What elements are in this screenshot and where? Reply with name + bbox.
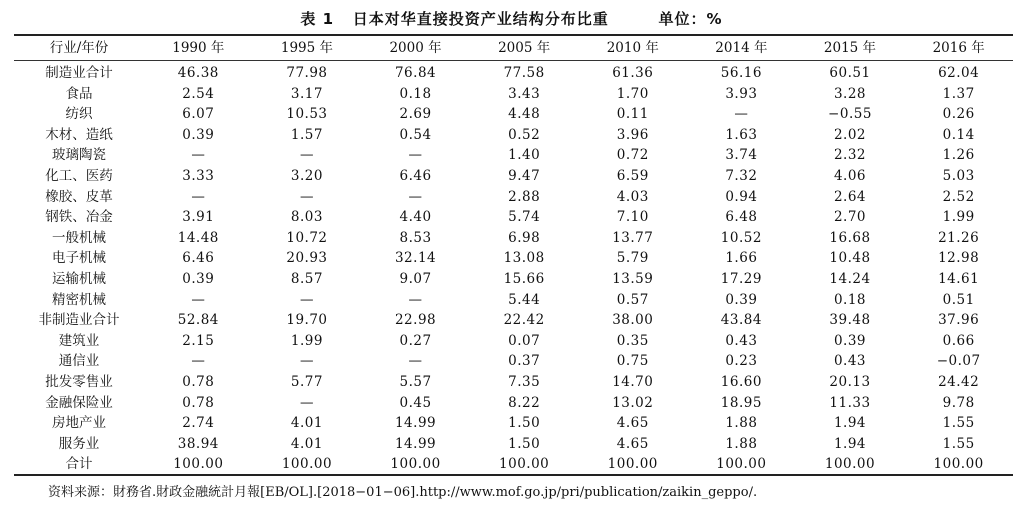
table-cell: 21.26	[938, 229, 980, 246]
table-cell: 0.23	[725, 353, 758, 370]
table-cell: 1.37	[942, 85, 975, 102]
table-cell: 13.08	[503, 250, 545, 267]
table-row	[14, 351, 1013, 372]
table-cell: 8.22	[508, 394, 541, 411]
table-cell: 100.00	[390, 456, 441, 473]
table-cell: 1.94	[833, 415, 867, 432]
table-cell: 14.70	[612, 373, 654, 390]
table-cell: 0.94	[725, 188, 758, 205]
table-cell: 14.99	[394, 415, 437, 432]
table-cell: 12.98	[938, 250, 980, 267]
table-cell: 6.59	[616, 167, 649, 184]
table-cell: 0.57	[616, 291, 649, 308]
table-cell: 22.98	[394, 312, 437, 329]
table-cell: 5.57	[399, 373, 432, 390]
source-note: 资料来源：財務省.財政金融統計月報[EB/OL].[2018−01−06].http://www.mof.go.jp/pri/publication/zaikin_geppo/.	[48, 485, 758, 500]
table-cell: 5.03	[942, 167, 975, 184]
table-row	[14, 269, 1013, 290]
table-cell: —	[408, 147, 423, 164]
table-row	[14, 61, 1013, 84]
table-cell: 0.39	[725, 291, 758, 308]
table-cell: —	[299, 394, 314, 411]
table-cell: —	[191, 147, 206, 164]
table-cell: 7.32	[725, 167, 758, 184]
table-cell: 4.03	[616, 188, 649, 205]
table-cell: 4.01	[290, 415, 323, 432]
table-cell: 5.79	[616, 250, 649, 267]
table-cell: 52.84	[177, 312, 219, 329]
table-cell: 0.75	[616, 353, 649, 370]
table-cell: 43.84	[720, 312, 762, 329]
column-header: 2000 年	[389, 40, 442, 56]
table-cell: 1.55	[942, 435, 975, 452]
table-title: 表 1 日本对华直接投资产业结构分布比重 单位：%	[300, 10, 723, 28]
row-label: 制造业合计	[45, 65, 113, 81]
table-cell: 2.88	[508, 188, 541, 205]
table-cell: 3.28	[833, 85, 867, 102]
table-cell: 1.40	[508, 147, 541, 164]
table-cell: 10.48	[829, 250, 871, 267]
table-cell: 8.53	[399, 229, 432, 246]
table-cell: 38.94	[177, 435, 219, 452]
table-cell: 13.77	[612, 229, 654, 246]
row-label: 纺织	[65, 106, 93, 123]
table-cell: 4.01	[290, 435, 323, 452]
table-cell: 2.32	[833, 147, 867, 164]
table-cell: —	[408, 188, 423, 205]
table-cell: 3.43	[508, 85, 541, 102]
table-cell: 0.39	[182, 126, 215, 143]
table-row	[14, 290, 1013, 311]
table-row	[14, 310, 1013, 331]
row-label: 钢铁、冶金	[45, 209, 113, 226]
table-cell: 56.16	[720, 65, 762, 81]
table-cell: 60.51	[829, 65, 871, 81]
table-cell: 24.42	[938, 373, 980, 390]
table-cell: 100.00	[933, 456, 984, 473]
table-cell: 13.02	[612, 394, 654, 411]
table-cell: 3.96	[616, 126, 649, 143]
table-cell: 9.47	[508, 167, 541, 184]
table-cell: 16.60	[720, 373, 762, 390]
table-cell: 1.70	[616, 85, 649, 102]
table-cell: 19.70	[286, 312, 328, 329]
table-cell: 1.55	[942, 415, 975, 432]
table-cell: —	[408, 291, 423, 308]
table-cell: 22.42	[503, 312, 545, 329]
table-cell: 0.78	[182, 373, 215, 390]
table-cell: 14.48	[177, 229, 219, 246]
table-cell: 0.35	[616, 332, 649, 349]
table-cell: 32.14	[394, 250, 437, 267]
table-row	[14, 434, 1013, 455]
table-cell: 38.00	[612, 312, 654, 329]
table-cell: 2.54	[182, 85, 215, 102]
table-cell: 1.63	[725, 126, 758, 143]
table-cell: 18.95	[720, 394, 762, 411]
table-cell: —	[191, 291, 206, 308]
table-row	[14, 187, 1013, 208]
table-cell: 100.00	[499, 456, 550, 473]
row-label: 玻璃陶瓷	[52, 147, 107, 164]
table-cell: 13.59	[612, 270, 654, 287]
table-row	[14, 166, 1013, 187]
table-cell: 4.06	[833, 167, 867, 184]
table-cell: 2.52	[942, 188, 975, 205]
table-cell: 1.57	[290, 126, 323, 143]
table-cell: —	[299, 188, 314, 205]
column-header: 2010 年	[606, 40, 659, 56]
table-cell: 2.64	[833, 188, 867, 205]
table-cell: 2.74	[182, 415, 215, 432]
row-label: 橡胶、皮革	[45, 188, 113, 205]
table-cell: 10.72	[286, 229, 328, 246]
table-cell: 2.15	[182, 332, 215, 349]
table-cell: —	[299, 147, 314, 164]
row-label: 电子机械	[52, 250, 107, 267]
table-cell: 6.46	[182, 250, 215, 267]
table-cell: 14.24	[829, 270, 871, 287]
table-cell: 77.58	[503, 65, 545, 81]
row-label: 批发零售业	[45, 373, 113, 390]
column-header: 2015 年	[823, 40, 877, 56]
table-cell: 5.77	[290, 373, 323, 390]
table-cell: 4.48	[508, 106, 541, 123]
table-cell: 9.07	[399, 270, 432, 287]
table-row	[14, 454, 1013, 475]
table-cell: 100.00	[173, 456, 224, 473]
table-row	[14, 331, 1013, 352]
table-body	[14, 61, 1013, 475]
table-row	[14, 84, 1013, 105]
table-cell: 100.00	[824, 456, 876, 473]
table-cell: —	[408, 353, 423, 370]
table-cell: 15.66	[503, 270, 545, 287]
table-row	[14, 372, 1013, 393]
table-cell: —	[299, 291, 314, 308]
table-cell: 62.04	[938, 65, 980, 81]
table-cell: 0.52	[508, 126, 541, 143]
table-cell: 10.52	[720, 229, 762, 246]
table-cell: 0.45	[399, 394, 432, 411]
table-cell: 46.38	[177, 65, 219, 81]
table-cell: 0.51	[942, 291, 975, 308]
table-cell: 17.29	[720, 270, 762, 287]
table-row	[14, 393, 1013, 414]
row-label: 房地产业	[52, 415, 107, 432]
table-cell: 9.78	[942, 394, 975, 411]
header-row	[14, 38, 1013, 61]
row-label: 非制造业合计	[38, 312, 120, 329]
table-cell: 2.02	[833, 126, 867, 143]
table-cell: 3.33	[182, 167, 215, 184]
row-label: 建筑业	[58, 332, 100, 349]
table-cell: 1.66	[725, 250, 758, 267]
table-cell: 4.65	[616, 435, 649, 452]
table-cell: −0.07	[936, 353, 981, 370]
table-row	[14, 413, 1013, 434]
table-cell: 0.43	[833, 353, 867, 370]
table-cell: 4.40	[399, 209, 432, 226]
table-cell: 8.57	[290, 270, 323, 287]
table-cell: 5.74	[508, 209, 541, 226]
table-cell: —	[191, 353, 206, 370]
table-cell: 3.91	[182, 209, 215, 226]
table-cell: 4.65	[616, 415, 649, 432]
table-cell: 0.39	[833, 332, 867, 349]
table-cell: 20.13	[829, 373, 871, 390]
column-header: 2014 年	[715, 40, 768, 56]
table-cell: 37.96	[938, 312, 980, 329]
table-cell: 0.54	[399, 126, 432, 143]
table-cell: 14.99	[394, 435, 437, 452]
table-cell: 100.00	[281, 456, 333, 473]
table-cell: —	[299, 353, 314, 370]
table-cell: 100.00	[607, 456, 658, 473]
table-cell: 100.00	[716, 456, 767, 473]
table-cell: −0.55	[828, 106, 872, 123]
table-cell: 1.50	[508, 435, 541, 452]
table-cell: 0.18	[399, 85, 432, 102]
table-cell: 0.43	[725, 332, 758, 349]
table-cell: 1.88	[725, 435, 758, 452]
table-cell: 11.33	[829, 394, 871, 411]
table-cell: 16.68	[829, 229, 871, 246]
table-cell: 1.99	[290, 332, 323, 349]
table-cell: 39.48	[829, 312, 871, 329]
row-label: 运输机械	[52, 270, 107, 287]
table-cell: —	[734, 106, 749, 123]
table-cell: 1.26	[942, 147, 975, 164]
column-header: 2005 年	[498, 40, 551, 56]
data-table	[14, 38, 1013, 475]
table-cell: 61.36	[612, 65, 654, 81]
row-label: 一般机械	[52, 229, 107, 246]
table-cell: 5.44	[508, 291, 541, 308]
table-cell: 76.84	[394, 65, 437, 81]
column-header: 2016 年	[932, 40, 985, 56]
column-header: 行业/年份	[49, 40, 109, 56]
table-cell: 7.10	[616, 209, 649, 226]
table-cell: 3.17	[290, 85, 323, 102]
row-label: 金融保险业	[45, 394, 113, 411]
table-cell: 7.35	[508, 373, 541, 390]
row-label: 通信业	[58, 353, 100, 370]
column-header: 1990 年	[172, 40, 225, 56]
table-cell: 6.46	[399, 167, 432, 184]
table-row	[14, 125, 1013, 146]
row-label: 食品	[65, 85, 93, 102]
table-cell: 1.50	[508, 415, 541, 432]
table-row	[14, 145, 1013, 166]
top-rule	[14, 34, 1013, 36]
table-cell: 20.93	[286, 250, 328, 267]
table-cell: 2.70	[833, 209, 867, 226]
table-cell: 0.14	[942, 126, 975, 143]
table-cell: —	[191, 188, 206, 205]
table-cell: 0.66	[942, 332, 975, 349]
table-row	[14, 104, 1013, 125]
row-label: 化工、医药	[45, 167, 113, 184]
table-cell: 6.48	[725, 209, 758, 226]
table-cell: 0.27	[399, 332, 432, 349]
table-cell: 0.39	[182, 270, 215, 287]
table-cell: 6.07	[182, 106, 215, 123]
table-cell: 0.26	[942, 106, 975, 123]
table-cell: 2.69	[399, 106, 432, 123]
row-label: 服务业	[58, 435, 100, 452]
table-cell: 0.11	[616, 106, 649, 123]
column-header: 1995 年	[280, 40, 334, 56]
table-cell: 14.61	[938, 270, 980, 287]
table-cell: 3.74	[725, 147, 758, 164]
row-label: 合计	[65, 456, 93, 473]
table-row	[14, 228, 1013, 249]
table-cell: 1.99	[942, 209, 975, 226]
table-cell: 10.53	[286, 106, 328, 123]
table-cell: 8.03	[290, 209, 323, 226]
table-row	[14, 248, 1013, 269]
row-label: 木材、造纸	[45, 126, 113, 143]
bottom-rule	[14, 474, 1013, 476]
table-cell: 3.20	[290, 167, 323, 184]
table-cell: 0.37	[508, 353, 541, 370]
table-cell: 1.88	[725, 415, 758, 432]
table-cell: 0.78	[182, 394, 215, 411]
table-row	[14, 207, 1013, 228]
table-cell: 0.72	[616, 147, 649, 164]
row-label: 精密机械	[52, 291, 107, 308]
table-cell: 0.07	[508, 332, 541, 349]
table-cell: 6.98	[508, 229, 541, 246]
table-cell: 1.94	[833, 435, 867, 452]
table-cell: 0.18	[833, 291, 867, 308]
table-cell: 3.93	[725, 85, 758, 102]
table-cell: 77.98	[286, 65, 328, 81]
